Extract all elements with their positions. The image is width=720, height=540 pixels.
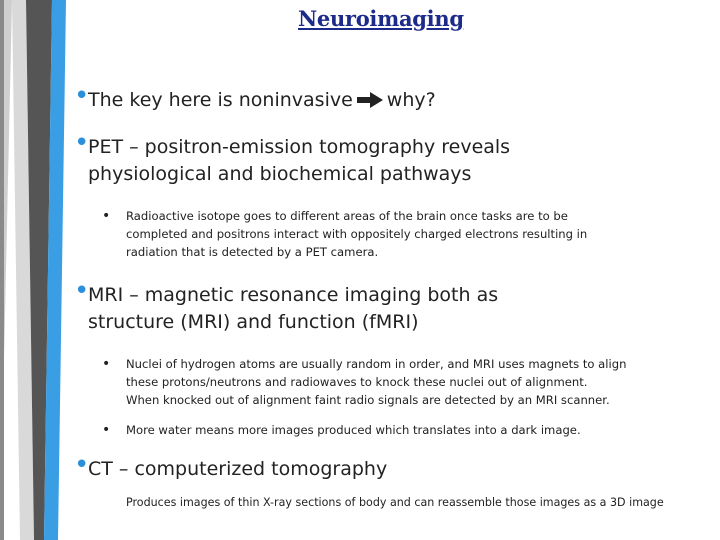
sub-bullet-mri-1 [102,355,627,409]
sub-bullet-pet [102,207,588,261]
bullet-text: The key here is noninvasive [88,89,353,111]
sub-bullet-mri1-line1: Nuclei of hydrogen atoms are usually random in order, and MRI uses magnets to align [126,357,627,371]
sub-bullet-dot: • [102,208,111,224]
sub-bullet-pet-line1: Radioactive isotope goes to different areas of the brain once tasks are to be [126,209,568,223]
bullet-dot: • [74,276,90,306]
sub-bullet-mri1-line3: When knocked out of alignment faint radio signals are detected by an MRI scanner. [126,393,610,407]
sub-bullet-dot: • [102,356,111,372]
sub-bullet-mri1-line2: these protons/neutrons and radiowaves to knock these nuclei out of alignment. [126,375,588,389]
sub-bullet-dot: • [102,422,111,438]
bullet-mri-line1: MRI – magnetic resonance imaging both as [88,284,499,306]
bullet-mri [74,276,499,336]
bullet-pet [74,128,511,188]
bullet-dot: • [74,450,90,480]
bullet-dot: • [74,128,90,158]
bullet-pet-line2: physiological and biochemical pathways [88,163,472,185]
bullet-mri-line2: structure (MRI) and function (fMRI) [88,311,419,333]
page-title: Neuroimaging [298,6,464,31]
bullet-ct [74,450,388,483]
sub-bullet-mri-2 [102,421,581,439]
bullet-pet-line1: PET – positron-emission tomography reveals [88,136,511,158]
bullet-noninvasive [74,81,436,114]
edge-stripe [0,0,4,540]
sub-bullet-pet-line2: completed and positrons interact with oppositely charged electrons resulting in [126,227,588,241]
sub-bullet-ct-line1: Produces images of thin X-ray sections of body and can reassemble those images as a 3D image [126,496,664,509]
bullet-text-why: why? [386,89,436,111]
bullet-ct-text: CT – computerized tomography [88,458,388,480]
sub-bullet-mri2-line1: More water means more images produced which translates into a dark image. [126,423,581,437]
bullet-dot: • [74,81,90,111]
right-arrow-icon [357,89,383,111]
sub-bullet-ct [126,494,664,512]
sub-bullet-pet-line3: radiation that is detected by a PET camera. [126,245,379,259]
